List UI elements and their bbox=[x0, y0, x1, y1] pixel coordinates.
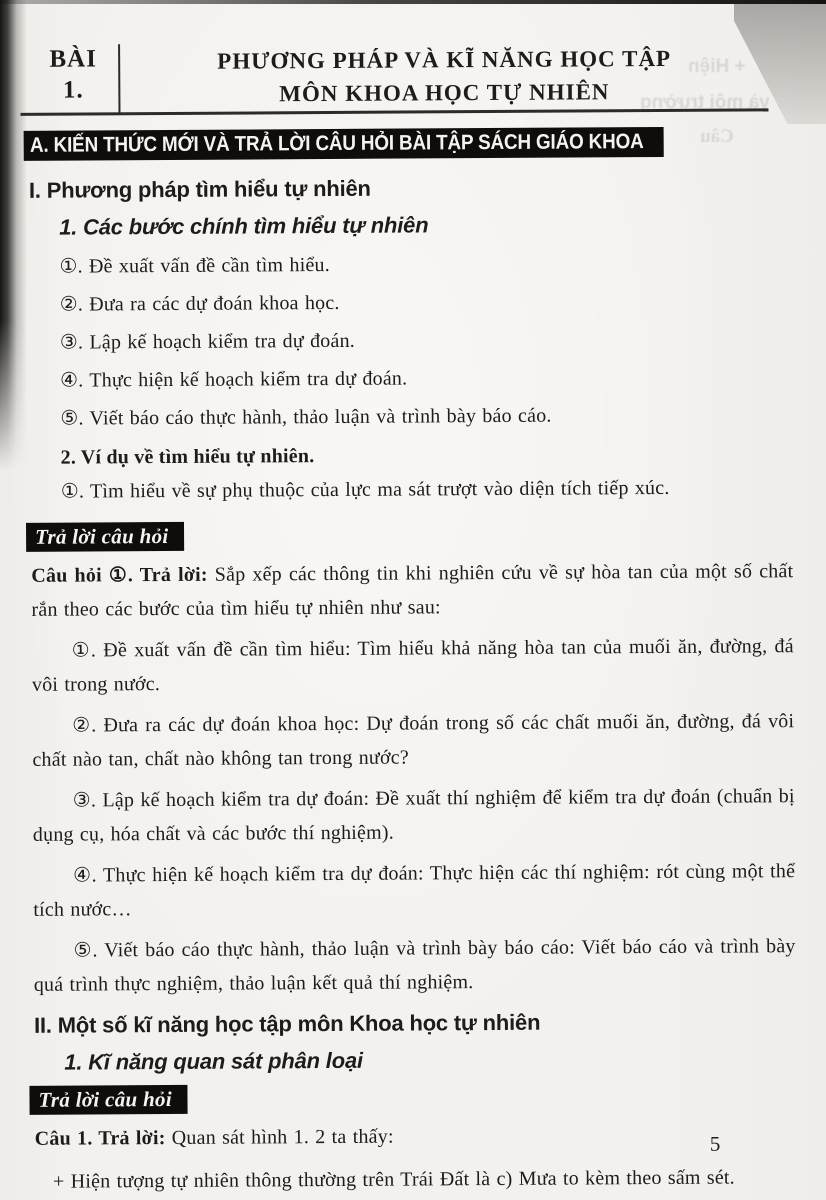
lesson-label: BÀI bbox=[49, 45, 97, 73]
step-item: ③. Lập kế hoạch kiểm tra dự đoán. bbox=[59, 329, 356, 354]
qa2-lead-paragraph bbox=[35, 1117, 797, 1156]
section-1-heading: I. Phương pháp tìm hiểu tự nhiên bbox=[28, 175, 371, 203]
header-vertical-divider bbox=[118, 44, 120, 113]
step-item: ②. Đưa ra các dự đoán khoa học. bbox=[59, 291, 340, 316]
method-steps-list bbox=[29, 245, 792, 436]
page-title-line2: MÔN KHOA HỌC TỰ NHIÊN bbox=[279, 79, 610, 107]
qa2-lead-text: Quan sát hình 1. 2 ta thấy: bbox=[165, 1125, 394, 1150]
step-item: ①. Đề xuất vấn đề cần tìm hiểu. bbox=[59, 254, 330, 278]
step-item: ④. Thực hiện kế hoạch kiểm tra dự đoán. bbox=[60, 367, 408, 392]
lesson-number-box bbox=[36, 43, 110, 105]
section-2-sub1-heading: 1. Kĩ năng quan sát phân loại bbox=[64, 1047, 363, 1075]
page-title-line1: PHƯƠNG PHÁP VÀ KĨ NĂNG HỌC TẬP bbox=[217, 45, 672, 74]
answer-section-label: Trả lời câu hỏi bbox=[26, 522, 185, 552]
section-1-sub1-heading: 1. Các bước chính tìm hiểu tự nhiên bbox=[59, 212, 429, 240]
qa-paragraph: ⑤. Viết báo cáo thực hành, thảo luận và trình bày báo cáo: Viết báo cáo và trình bày quá trình thực nghiệm, thảo luận kết quả thí nghiệm. bbox=[33, 935, 796, 996]
lesson-header bbox=[28, 0, 791, 116]
lesson-number: 1. bbox=[62, 76, 84, 104]
qa-paragraph: ②. Đưa ra các dự đoán khoa học: Dự đoán trong số các chất muối ăn, đường, đá vôi chất nào tan, chất nào không tan trong nước? bbox=[32, 710, 795, 771]
qa-paragraph: ①. Đề xuất vấn đề cần tìm hiểu: Tìm hiểu khả năng hòa tan của muối ăn, đường, đá vôi trong nước. bbox=[31, 635, 794, 696]
section-1-sub2-heading: 2. Ví dụ về tìm hiểu tự nhiên. bbox=[60, 445, 315, 469]
example-item: ①. Tìm hiểu về sự phụ thuộc của lực ma sát trượt vào diện tích tiếp xúc. bbox=[60, 476, 670, 503]
qa1-lead-paragraph bbox=[31, 554, 793, 627]
bleed-through-text: Câu bbox=[700, 126, 734, 147]
bleed-through-text: + Hiện bbox=[688, 56, 746, 77]
qa-paragraph: ④. Thực hiện kế hoạch kiểm tra dự đoán: Thực hiện các thí nghiệm: rót cùng một thể tích nước… bbox=[33, 860, 796, 921]
page-title bbox=[128, 41, 760, 111]
qa2-bullet: + Hiện tượng tự nhiên thông thường trên Trái Đất là c) Mưa to kèm theo sấm sét. bbox=[52, 1166, 735, 1193]
section-a-banner bbox=[24, 127, 664, 161]
qa1-lead-text: Sắp xếp các thông tin khi nghiên cứu về sự hòa tan của một số chất rắn theo các bước của tìm hiểu tự nhiên như sau: bbox=[31, 560, 794, 621]
qa-paragraph: ③. Lập kế hoạch kiểm tra dự đoán: Đề xuất thí nghiệm để kiểm tra dự đoán (chuẩn bị dụng cụ, hóa chất và các bước thí nghiệm). bbox=[32, 785, 795, 846]
section-a-banner-text: A. KIẾN THỨC MỚI VÀ TRẢ LỜI CÂU HỎI BÀI TẬP SÁCH GIÁO KHOA bbox=[29, 130, 644, 157]
qa1-lead-bold: Câu hỏi ①. Trả lời: bbox=[31, 563, 208, 587]
answer-section-label: Trả lời câu hỏi bbox=[29, 1085, 188, 1115]
qa2-lead-bold: Câu 1. Trả lời: bbox=[34, 1127, 166, 1150]
page-number: 5 bbox=[709, 1131, 721, 1156]
section-2-heading: II. Một số kĩ năng học tập môn Khoa học tự nhiên bbox=[33, 1009, 541, 1038]
bleed-through-text: và môi trường bbox=[640, 92, 770, 113]
step-item: ⑤. Viết báo cáo thực hành, thảo luận và trình bày báo cáo. bbox=[60, 404, 552, 430]
